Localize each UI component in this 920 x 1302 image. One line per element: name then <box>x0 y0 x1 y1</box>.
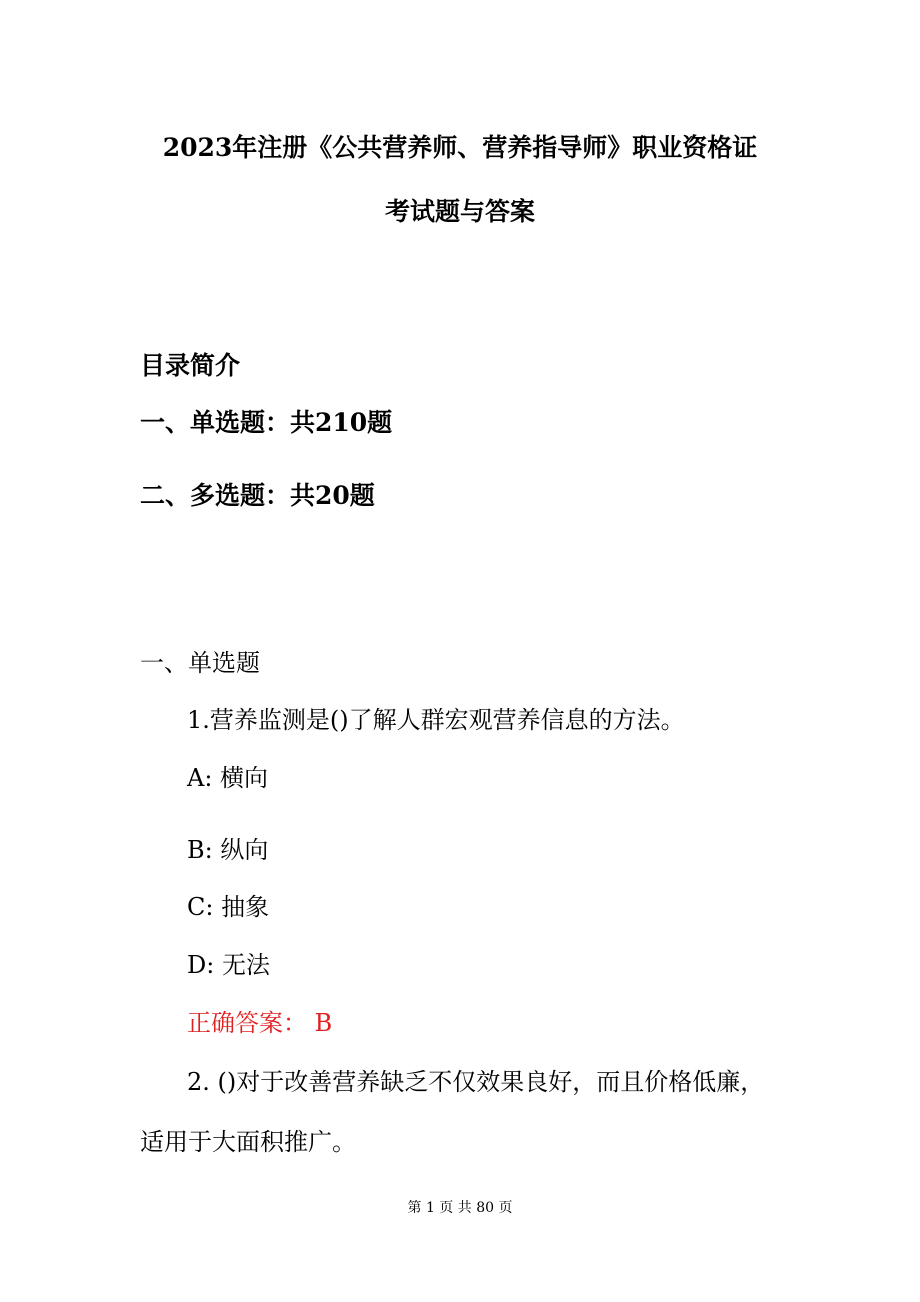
toc-item-single-choice: 一、单选题：共210题 <box>140 408 393 437</box>
section-heading: 一、单选题 <box>140 649 260 677</box>
question-2-text-line-2: 适用于大面积推广。 <box>140 1128 356 1156</box>
toc-heading: 目录简介 <box>140 351 241 380</box>
question-1-option-c: C: 抽象 <box>187 893 270 921</box>
document-title-line-1: 2023年注册《公共营养师、营养指导师》职业资格证 <box>162 133 758 162</box>
question-1-text: 1.营养监测是()了解人群宏观营养信息的方法。 <box>187 706 685 734</box>
question-1-option-a: A: 横向 <box>187 764 269 792</box>
question-1-option-d: D: 无法 <box>187 951 270 979</box>
question-1-answer: 正确答案： B <box>187 1009 333 1037</box>
question-2-text-line-1: 2. ()对于改善营养缺乏不仅效果良好，而且价格低廉， <box>187 1068 765 1096</box>
page-footer: 第 1 页 共 80 页 <box>407 1200 513 1216</box>
toc-item-multiple-choice: 二、多选题：共20题 <box>140 481 375 510</box>
document-title-line-2: 考试题与答案 <box>384 197 535 226</box>
question-1-option-b: B: 纵向 <box>187 836 269 864</box>
